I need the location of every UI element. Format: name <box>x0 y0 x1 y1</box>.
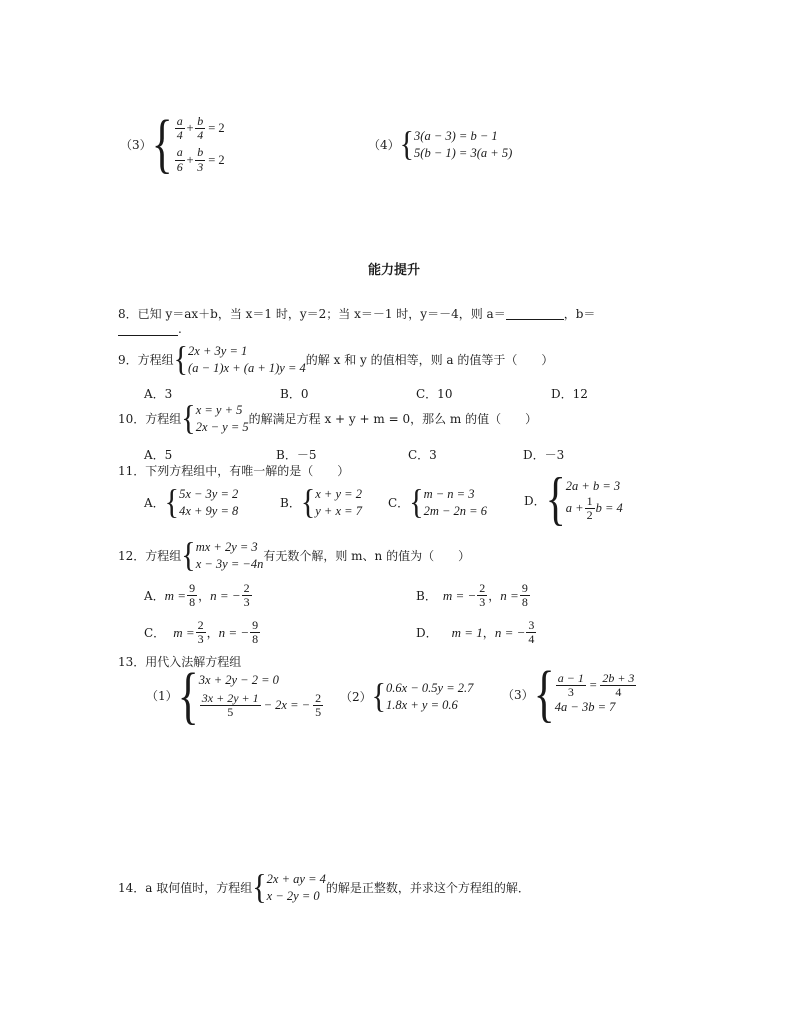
problem-4 <box>368 125 513 164</box>
question-9: 9．方程组 { 2x + 3y = 1 (a − 1)x + (a + 1)y = 4 的解 x 和 y 的值相等，则 a 的值等于（ ） <box>118 340 554 379</box>
answer-blank-b[interactable] <box>118 323 178 336</box>
q12-option-c: C． m = $\frac{2}{3}$ ， n = − $\frac{9}{8}$ <box>144 618 259 647</box>
problem-3-label: （3） <box>120 137 152 152</box>
q9-option-c: C．10 <box>416 387 453 401</box>
question-14: 14．a 取何值时，方程组 { 2x + ay = 4 x − 2y = 0 的解是正整数，并求这个方程组的解． <box>118 868 530 907</box>
brace: { <box>545 467 566 533</box>
q9-option-d: D．12 <box>551 387 588 401</box>
equation-system: { 2x + ay = 4 x − 2y = 0 <box>252 868 326 907</box>
section-title: 能力提升 <box>368 263 421 278</box>
q11-option-a: A． { 5x − 3y = 2 4x + 9y = 8 <box>144 483 239 522</box>
brace: { <box>164 483 180 522</box>
brace: { <box>181 399 196 438</box>
q11-option-b: B． { x + y = 2 y + x = 7 <box>280 483 362 522</box>
question-12: 12．方程组 { mx + 2y = 3 x − 3y = −4n 有无数个解，则 m、n 的值为（ ） <box>118 536 471 575</box>
question-8: 8．已知 y＝ax＋b，当 x＝1 时，y＝2；当 x＝－1 时，y＝－4，则 a＝ ，b＝ <box>118 307 596 321</box>
brace: { <box>151 106 173 181</box>
brace: { <box>177 659 199 731</box>
q11-option-c: C． { m − n = 3 2m − 2n = 6 <box>388 483 487 522</box>
q10-option-d: D．－3 <box>523 448 565 462</box>
q10-option-c: C．3 <box>408 448 437 462</box>
q13-part-2: （2） { 0.6x − 0.5y = 2.7 1.8x + y = 0.6 <box>340 677 474 716</box>
equation-line: $\frac{a}{4}$ + $\frac{b}{4}$ = 2 <box>176 114 225 143</box>
problem-3 <box>120 106 225 181</box>
question-13: 13．用代入法解方程组 <box>118 655 242 669</box>
equation-system <box>151 106 225 181</box>
problem-4-label: （4） <box>368 138 400 153</box>
equation-system: { 2x + 3y = 1 (a − 1)x + (a + 1)y = 4 <box>173 340 306 379</box>
equation-system: { x = y + 5 2x − y = 5 <box>181 399 249 438</box>
q12-option-a: A． m = $\frac{9}{8}$ ， n = − $\frac{2}{3}$ <box>144 581 250 610</box>
q9-option-b: B．0 <box>280 387 309 401</box>
brace: { <box>399 125 415 164</box>
brace: { <box>181 536 196 575</box>
q12-option-d: D． m = 1 ， n = − $\frac{3}{4}$ <box>416 618 535 647</box>
q12-option-b: B． m = − $\frac{2}{3}$ ， n = $\frac{9}{8}$ <box>416 581 528 610</box>
q10-option-a: A．5 <box>144 448 173 462</box>
brace: { <box>252 868 267 907</box>
q13-part-3: （3） { $\frac{a - 1}{3}$ = $\frac{2b + 3}{4}$ 4a − 3b = 7 <box>502 657 635 729</box>
brace: { <box>533 657 555 729</box>
brace: { <box>371 677 387 716</box>
answer-blank-a[interactable] <box>506 307 564 320</box>
equation-line: $\frac{a}{6}$ + $\frac{b}{3}$ = 2 <box>176 145 225 174</box>
q10-option-b: B．－5 <box>276 448 317 462</box>
question-11: 11．下列方程组中，有唯一解的是（ ） <box>118 464 350 478</box>
question-8-cont: . <box>118 322 182 336</box>
equation-system: { 3(a − 3) = b − 1 5(b − 1) = 3(a + 5) <box>399 125 513 164</box>
q11-option-d: D． { 2a + b = 3 a + $\frac{1}{2}$ b = 4 <box>524 467 623 533</box>
brace: { <box>409 483 424 522</box>
q9-option-a: A．3 <box>144 387 173 401</box>
brace: { <box>300 483 316 522</box>
q13-part-1: （1） { 3x + 2y − 2 = 0 $\frac{3x + 2y + 1}{5}$ − 2x = − $\frac{2}{5}$ <box>146 659 322 731</box>
question-10: 10．方程组 { x = y + 5 2x − y = 5 的解满足方程 x + y + m = 0，那么 m 的值（ ） <box>118 399 538 438</box>
brace: { <box>173 340 189 379</box>
equation-system: { mx + 2y = 3 x − 3y = −4n <box>181 536 264 575</box>
